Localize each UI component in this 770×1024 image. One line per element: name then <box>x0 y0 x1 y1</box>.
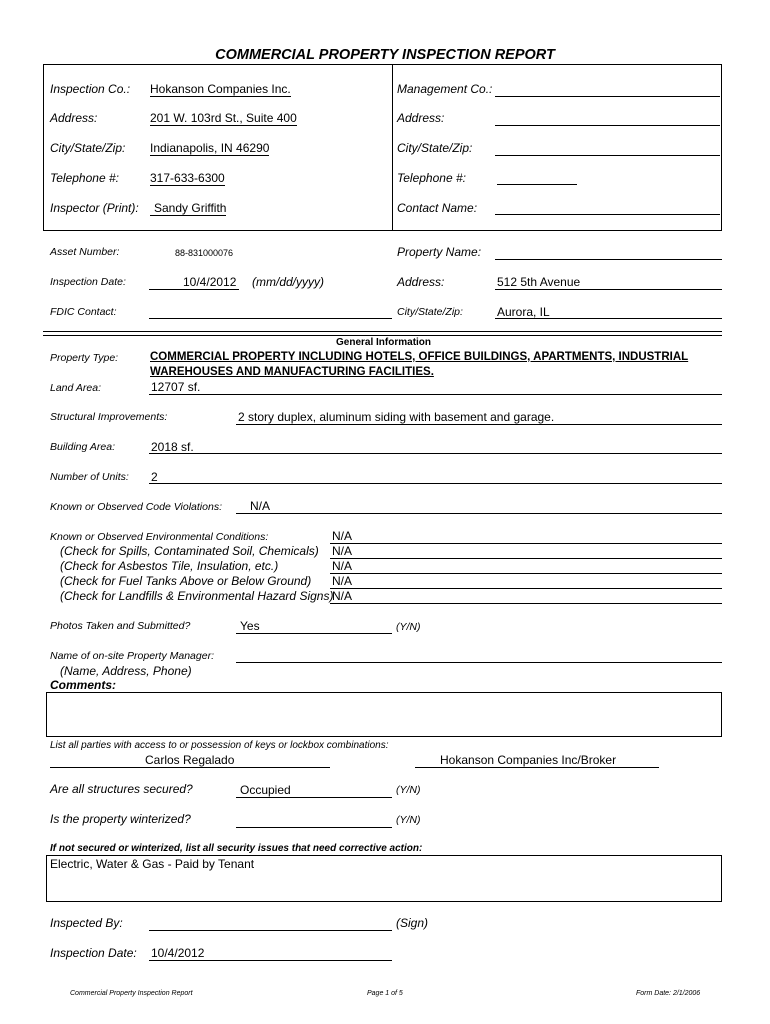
inspection-date-field[interactable]: 10/4/2012 <box>183 275 237 289</box>
env-line <box>330 543 722 544</box>
footer-left: Commercial Property Inspection Report <box>70 990 193 997</box>
photos-label: Photos Taken and Submitted? <box>50 620 191 632</box>
inspection-date-line <box>149 289 239 290</box>
property-name-label: Property Name: <box>397 245 482 259</box>
property-city-label: City/State/Zip: <box>397 306 463 318</box>
building-area-field[interactable]: 2018 sf. <box>151 440 194 454</box>
winterized-yn-hint: (Y/N) <box>396 814 421 826</box>
units-label: Number of Units: <box>50 471 129 483</box>
units-field[interactable]: 2 <box>151 470 158 484</box>
telephone-label: Telephone #: <box>50 171 119 185</box>
property-address-line <box>495 289 722 290</box>
structural-line <box>236 424 722 425</box>
env-check-asbestos-label: (Check for Asbestos Tile, Insulation, etc.) <box>60 559 279 573</box>
access-party2-line <box>415 767 659 768</box>
env-check-spills-line <box>330 558 722 559</box>
comments-box[interactable] <box>46 692 722 737</box>
env-check-fuel-field[interactable]: N/A <box>332 574 353 588</box>
winterized-field[interactable] <box>236 827 392 828</box>
address-label: Address: <box>50 111 98 125</box>
secured-field[interactable]: Occupied <box>240 783 291 797</box>
env-check-spills-label: (Check for Spills, Contaminated Soil, Chemicals) <box>60 544 319 558</box>
city-field[interactable]: Indianapolis, IN 46290 <box>150 141 270 155</box>
sign-hint: (Sign) <box>396 916 429 930</box>
manager-label: Name of on-site Property Manager: <box>50 650 214 662</box>
photos-yn-hint: (Y/N) <box>396 621 421 633</box>
mgmt-telephone-label: Telephone #: <box>397 171 466 185</box>
property-type-line2: WAREHOUSES AND MANUFACTURING FACILITIES. <box>150 366 434 378</box>
env-label: Known or Observed Environmental Conditions: <box>50 531 269 543</box>
env-check-landfills-label: (Check for Landfills & Environmental Hazard Signs) <box>60 589 334 603</box>
env-check-asbestos-line <box>330 573 722 574</box>
env-check-fuel-line <box>330 588 722 589</box>
security-issues-text: Electric, Water & Gas - Paid by Tenant <box>50 857 255 871</box>
access-label: List all parties with access to or possession of keys or lockbox combinations: <box>50 740 389 751</box>
photos-line <box>236 633 392 634</box>
secured-yn-hint: (Y/N) <box>396 784 421 796</box>
mgmt-address-label: Address: <box>397 111 445 125</box>
inspected-by-field[interactable] <box>149 930 392 931</box>
footer-form-date: Form Date: 2/1/2006 <box>636 990 701 997</box>
mgmt-city-label: City/State/Zip: <box>397 141 473 155</box>
building-area-line <box>149 453 722 454</box>
telephone-field[interactable]: 317-633-6300 <box>150 171 225 185</box>
footer-page: Page 1 of 5 <box>367 990 403 997</box>
inspector-field[interactable]: Sandy Griffith <box>150 201 226 216</box>
inspected-by-label: Inspected By: <box>50 916 123 930</box>
violations-line <box>236 513 722 514</box>
violations-field[interactable]: N/A <box>250 499 271 513</box>
final-date-line <box>149 960 392 961</box>
property-city-field[interactable]: Aurora, IL <box>497 305 550 319</box>
units-line <box>149 483 722 484</box>
fdic-contact-field[interactable] <box>149 318 392 319</box>
winterized-label: Is the property winterized? <box>50 812 191 826</box>
manager-field[interactable] <box>236 662 722 663</box>
property-type-label: Property Type: <box>50 352 119 364</box>
env-field[interactable]: N/A <box>332 529 353 543</box>
mgmt-address-field[interactable] <box>495 125 720 126</box>
env-check-spills-field[interactable]: N/A <box>332 544 353 558</box>
mgmt-co-label: Management Co.: <box>397 82 493 96</box>
manager-sub-label: (Name, Address, Phone) <box>60 664 192 678</box>
header-divider <box>392 65 393 230</box>
inspection-co-label: Inspection Co.: <box>50 82 131 96</box>
contact-name-field[interactable] <box>495 214 720 215</box>
env-check-asbestos-field[interactable]: N/A <box>332 559 353 573</box>
secured-label: Are all structures secured? <box>50 782 193 796</box>
env-check-landfills-line <box>330 603 722 604</box>
asset-number-value: 88-831000076 <box>175 248 234 258</box>
property-address-label: Address: <box>397 275 445 289</box>
env-check-landfills-field[interactable]: N/A <box>332 589 353 603</box>
inspection-date-label: Inspection Date: <box>50 276 126 288</box>
date-format-hint: (mm/dd/yyyy) <box>252 275 324 289</box>
section-divider <box>43 331 722 336</box>
property-type-line1: COMMERCIAL PROPERTY INCLUDING HOTELS, OFFICE BUILDINGS, APARTMENTS, INDUSTRIAL <box>150 351 689 363</box>
mgmt-telephone-field[interactable] <box>497 184 577 185</box>
inspector-label: Inspector (Print): <box>50 201 139 215</box>
contact-name-label: Contact Name: <box>397 201 478 215</box>
structural-field[interactable]: 2 story duplex, aluminum siding with basement and garage. <box>238 410 555 424</box>
page-title: COMMERCIAL PROPERTY INSPECTION REPORT <box>215 47 555 63</box>
final-date-field[interactable]: 10/4/2012 <box>151 946 205 960</box>
address-field[interactable]: 201 W. 103rd St., Suite 400 <box>150 111 297 125</box>
access-party1-line <box>50 767 330 768</box>
inspection-co-field[interactable]: Hokanson Companies Inc. <box>150 82 291 96</box>
final-date-label: Inspection Date: <box>50 946 137 960</box>
asset-number-label: Asset Number: <box>50 246 120 258</box>
property-address-field[interactable]: 512 5th Avenue <box>497 275 581 289</box>
mgmt-co-field[interactable] <box>495 96 720 97</box>
structural-label: Structural Improvements: <box>50 411 168 423</box>
general-info-heading: General Information <box>336 337 432 348</box>
city-label: City/State/Zip: <box>50 141 126 155</box>
header-box <box>43 64 722 231</box>
security-issues-label: If not secured or winterized, list all security issues that need corrective action: <box>50 843 423 854</box>
env-check-fuel-label: (Check for Fuel Tanks Above or Below Ground) <box>60 574 312 588</box>
mgmt-city-field[interactable] <box>495 155 720 156</box>
access-party2-field[interactable]: Hokanson Companies Inc/Broker <box>440 753 617 767</box>
land-area-label: Land Area: <box>50 382 101 394</box>
comments-label: Comments: <box>50 678 117 692</box>
secured-line <box>236 797 392 798</box>
building-area-label: Building Area: <box>50 441 115 453</box>
land-area-field[interactable]: 12707 sf. <box>151 380 201 394</box>
fdic-contact-label: FDIC Contact: <box>50 306 117 318</box>
photos-field[interactable]: Yes <box>240 619 260 633</box>
violations-label: Known or Observed Code Violations: <box>50 501 222 513</box>
access-party1-field[interactable]: Carlos Regalado <box>145 753 235 767</box>
land-area-line <box>149 394 722 395</box>
property-name-field[interactable] <box>495 259 722 260</box>
